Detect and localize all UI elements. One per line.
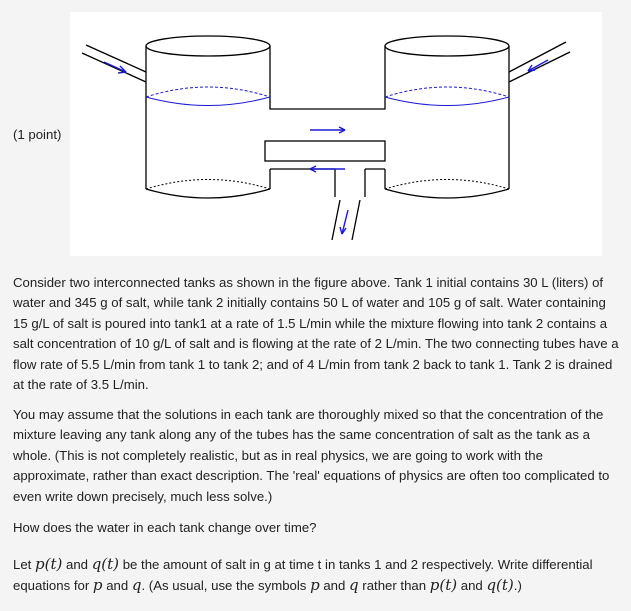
inflow-pipe-1 (82, 45, 146, 82)
problem-paragraph-1: Consider two interconnected tanks as shown in the figure above. Tank 1 initial contains 30 L (liters) of water and 345 g of salt, while tank 2 initially contains 50 L of water and 105 g of salt. Water containing 15 g/L of salt is poured into tank1 at a rate of 1.5 L/min while the mixture flowing into tank 2 contains a salt concentration of 10 g/L of salt and is flowing at the rate of 2 L/min. The two connecting tubes have a flow rate of 5.5 L/min from tank 1 to tank 2; and of 4 L/min from tank 2 back to tank 1. Tank 2 is drained at the rate of 3.5 L/min. (13, 275, 619, 393)
inflow-pipe-2 (509, 42, 570, 82)
p4-text-1: Let (13, 557, 35, 572)
p4-text-2: and (62, 557, 92, 572)
math-p: p (92, 576, 103, 595)
inflow-arrow-1 (104, 62, 126, 72)
math-p-of-t-2: p(t) (429, 576, 458, 595)
point-label: (1 point) (13, 127, 62, 142)
p4-text-9: .) (513, 578, 522, 594)
problem-paragraph-3: How does the water in each tank change over time? (13, 520, 317, 535)
p4-text-5: . (As usual, use the symbols (141, 578, 311, 594)
tanks-figure (70, 12, 602, 256)
p4-text-7: rather than (358, 578, 430, 594)
problem-paragraph-4 (13, 554, 621, 597)
water-line-1 (146, 87, 270, 97)
tanks-diagram (70, 12, 602, 256)
p4-text-8: and (457, 578, 487, 594)
p4-text-4: and (102, 578, 132, 594)
tank-2 (385, 36, 509, 198)
math-q: q (131, 576, 142, 595)
p4-text-3: be the amount of salt in g at time t in tanks 1 and 2 respectively. Write differential equations for (13, 557, 593, 594)
p4-text-6: and (319, 578, 350, 594)
math-p-2: p (310, 576, 320, 595)
math-q-of-t-2: q(t) (486, 576, 514, 595)
math-p-of-t: p(t) (35, 555, 63, 573)
tank-1 (146, 36, 385, 198)
problem-paragraph-2: You may assume that the solutions in each tank are thoroughly mixed so that the concentration of the mixture leaving any tank along any of the tubes has the same concentration of salt as the tank as a whole. (This is not completely realistic, but as in real physics, we are going to work with the approximate, rather than exact description. The 'real' equations of physics are often too complicated to even write down precisely, much less solve.) (13, 407, 610, 504)
math-q-2: q (349, 576, 359, 595)
math-q-of-t: q(t) (91, 555, 120, 573)
